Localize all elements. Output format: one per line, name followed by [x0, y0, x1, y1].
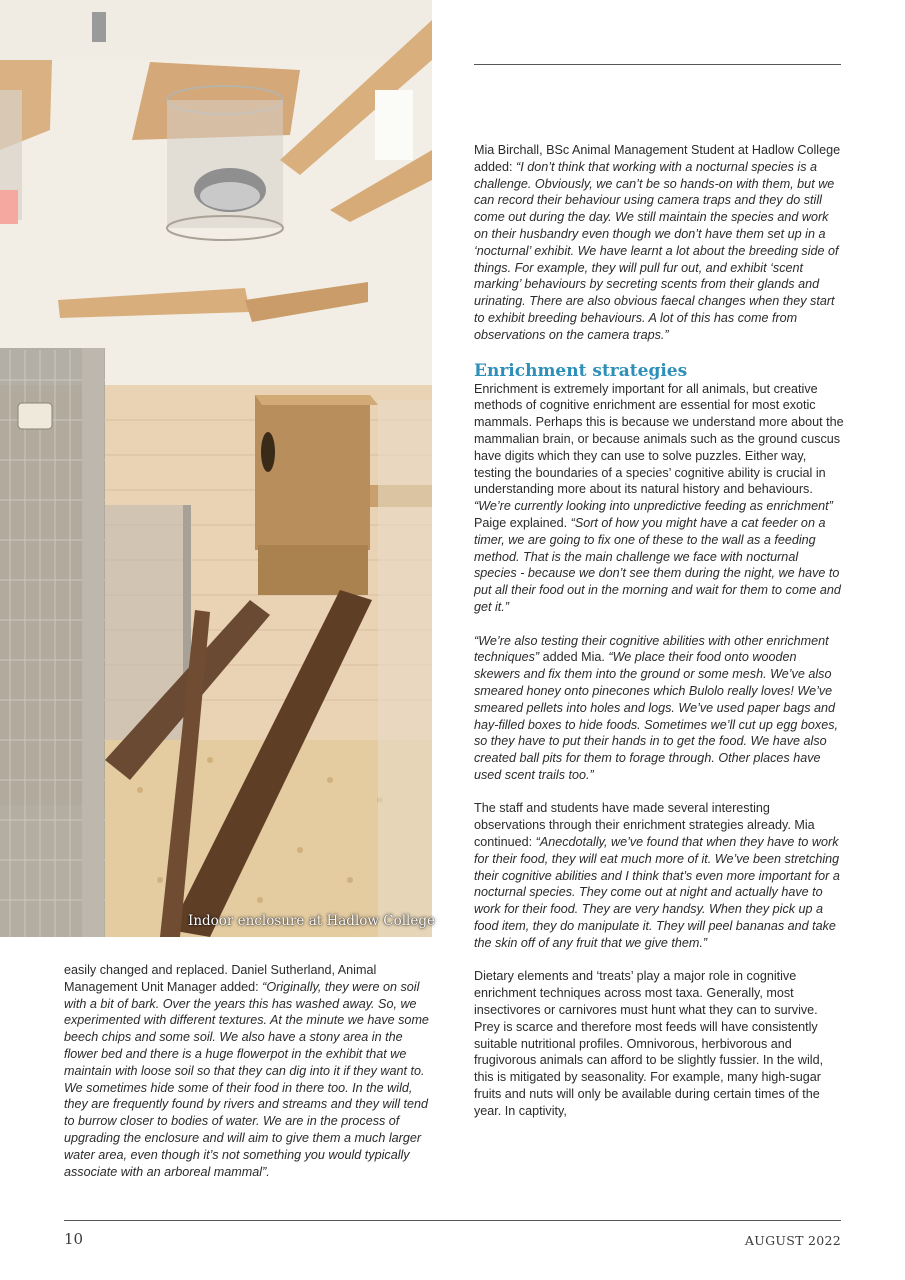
- paragraph-text: added Mia.: [539, 650, 609, 665]
- paragraph-observations: [474, 800, 844, 951]
- paragraph-dietary: [474, 968, 844, 1119]
- quote-text: “Sort of how you might have a cat feeder on a timer, we are going to fix one of these to the wall as a feeding method. That is the main challenge we face with nocturnal species - because we don’t see them during the night, we have to put all their food out in the morning and wait for them to come and get it.”: [474, 515, 841, 614]
- quote-text: “Originally, they were on soil with a bit of bark. Over the years this has washed away. So, we experimented with different textures. At the minute we have some beech chips and some soil. We also have a stony area in the flower bed and there is a huge flowerpot in the exhibit that we maintain with loose soil so that they can dig into it if they want to. We sometimes hide some of their food in there too. In the wild, they are frequently found by rivers and streams and they will tend to burrow closer to bodies of water. We are in the process of upgrading the enclosure and will aim to give them a much larger water area, even though it’s not something you would typically associate with an arboreal mammal”.: [64, 979, 429, 1179]
- quote-text: “Anecdotally, we’ve found that when they have to work for their food, they will eat much more of it. We’ve been stretching their cognitive abilities and I think that’s even more important for a nocturnal species. They come out at night and actually have to work for their food. They are very handsy. When they pick up a food item, they do manipulate it. They will peel bananas and take the skin off of any fruit that we give them.”: [474, 835, 840, 950]
- section-heading: Enrichment strategies: [474, 360, 688, 381]
- paragraph-text: Dietary elements and ‘treats’ play a major role in cognitive enrichment techniques across most taxa. Generally, most insectivores or carnivores must hunt what they can to survive. Prey is scarce and therefore most feeds will have consistently suitable nutritional profiles. Omnivorous, herbivorous and frugivorous animals can afford to be slightly fussier. In the wild, this is mitigated by seasonality. For example, many high-sugar fruits and nuts will only be available during certain times of the year. In captivity,: [474, 969, 824, 1118]
- photo-caption: Indoor enclosure at Hadlow College: [188, 913, 435, 929]
- paragraph-daniel-sutherland: [64, 962, 434, 1180]
- top-divider: [474, 64, 841, 65]
- enclosure-photo: [0, 0, 432, 937]
- paragraph-enrichment: [474, 381, 844, 616]
- bottom-divider: [64, 1220, 841, 1221]
- paragraph-mia-birchall: [474, 142, 844, 344]
- quote-text: “I don’t think that working with a nocturnal species is a challenge. Obviously, we can’t be so hands-on with them, but we can record their behaviour using camera traps and they do still come out during the day. We still maintain the species and work on their husbandry even though we don’t have them set up in a ‘nocturnal’ exhibit. We have learnt a lot about the breeding side of things. For example, they will pull fur out, and exhibit ‘scent marking’ behaviours by secreting scents from their glands and urinating. There are also obvious faecal changes when they start to exhibit breeding behaviours. A lot of this has come from observations on the camera traps.”: [474, 159, 839, 342]
- quote-text: “We’re also testing their cognitive abilities with other enrichment techniques”: [474, 633, 829, 665]
- paragraph-text: Mia Birchall, BSc Animal Management Student at Hadlow College added:: [474, 143, 841, 174]
- paragraph-techniques: [474, 633, 844, 784]
- paragraph-text: Enrichment is extremely important for all animals, but creative methods of cognitive enrichment are essential for most exotic mammals. Perhaps this is because we understand more about the mammalian brain, or because animals such as the ground cuscus have digits which they can use to solve puzzles. Either way, testing the boundaries of a species’ cognitive ability is crucial in understanding more about its natural history and behaviours.: [474, 381, 844, 497]
- right-column: [474, 142, 844, 1120]
- paragraph-text: easily changed and replaced. Daniel Sutherland, Animal Management Unit Manager added:: [64, 963, 377, 994]
- left-column: [64, 962, 434, 1180]
- quote-text: “We’re currently looking into unpredictive feeding as enrichment”: [474, 499, 833, 514]
- issue-date: AUGUST 2022: [744, 1233, 841, 1248]
- page-number: 10: [64, 1230, 84, 1248]
- paragraph-text: The staff and students have made several interesting observations through their enrichment strategies already. Mia continued:: [474, 801, 815, 850]
- paragraph-text: Paige explained.: [474, 515, 571, 530]
- quote-text: “We place their food onto wooden skewers and fix them into the ground or some mesh. We’ve also smeared honey onto pinecones which Bulolo really loves! We’ve smeared pellets into holes and logs. We’ve used paper bags and hay-filled boxes to hide foods. Sometimes we’ll cut up egg boxes, so they have to put their hands in to get the food. We have also created ball pits for them to forage through. Other places have used scent trails too.”: [474, 650, 839, 782]
